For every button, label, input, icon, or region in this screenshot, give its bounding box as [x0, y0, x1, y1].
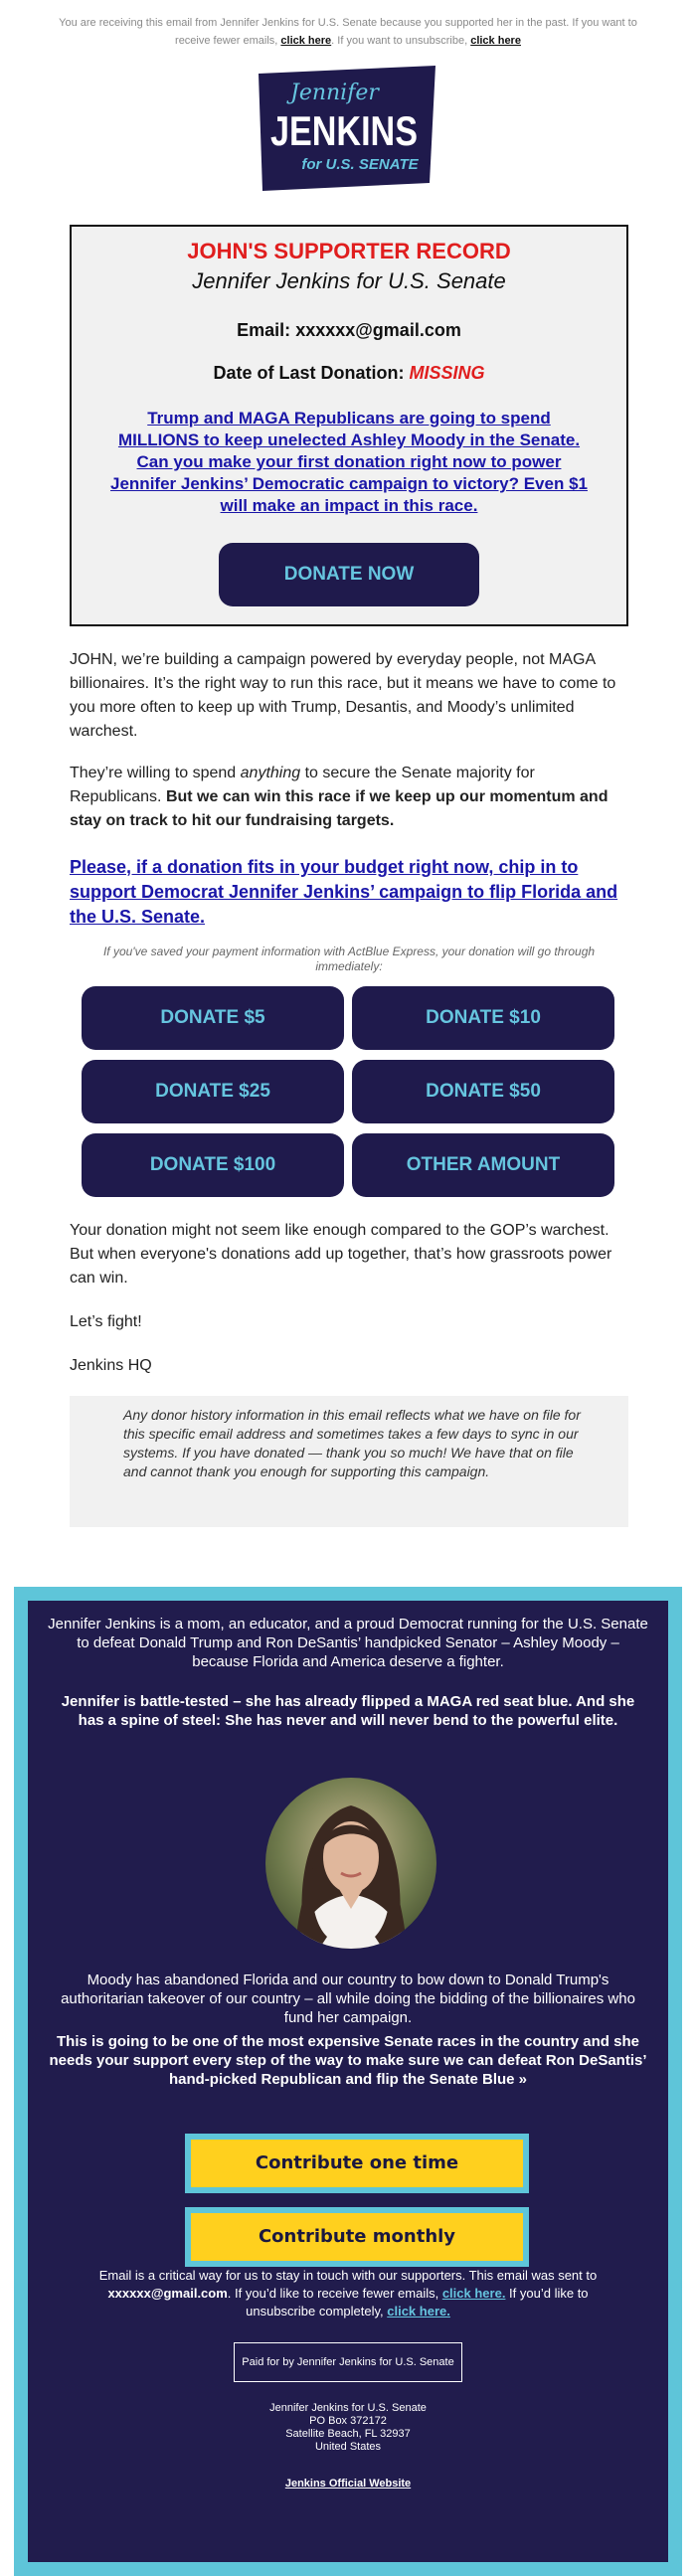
date-value: MISSING — [409, 363, 485, 383]
email-label: Email: — [237, 320, 296, 340]
support-pitch-link[interactable]: Please, if a donation fits in your budget right now, chip in to support Democrat Jennifer Jenkins’ campaign to flip Florida and the U.S. Senate. — [70, 857, 618, 927]
jenkins-logo — [257, 66, 437, 191]
address-line: Jennifer Jenkins for U.S. Senate — [269, 2402, 427, 2414]
candidate-photo — [265, 1778, 436, 1949]
preheader-text: You are receiving this email from Jennifer Jenkins for U.S. Senate because you supported her in the past. If you want to receive fewer emails, — [59, 17, 637, 47]
supporter-record-box — [70, 225, 628, 626]
actblue-note: If you've saved your payment information with ActBlue Express, your donation will go through immediately: — [102, 945, 596, 973]
official-website-link[interactable]: Jenkins Official Website — [284, 2478, 412, 2490]
donate-50-button[interactable]: DONATE $50 — [352, 1060, 614, 1123]
body-paragraph-3: Your donation might not seem like enough compared to the GOP’s warchest. But when everyone's donations add up together, that’s how grassroots power can win. — [70, 1222, 612, 1287]
p2-text: to secure the Senate majority for Republicans. — [70, 765, 535, 805]
donor-history-disclaimer — [70, 1396, 628, 1527]
notice-text: Email is a critical way for us to stay in touch with our supporters. This email was sent to — [98, 2268, 598, 2283]
address-line: Satellite Beach, FL 32937 — [285, 2428, 411, 2440]
record-pitch-link[interactable]: Trump and MAGA Republicans are going to spend MILLIONS to keep unelected Ashley Moody in the Senate. Can you make your first donation right now to power Jennifer Jenkins’ Democratic campaign to victory? Even $1 will make an impact in this race. — [110, 409, 588, 515]
footer-bio-bold: Jennifer is battle-tested – she has already flipped a MAGA red seat blue. And she has a spine of steel: She has never and will never bend to the powerful elite. — [61, 1693, 635, 1729]
footer-bio: Jennifer Jenkins is a mom, an educator, and a proud Democrat running for the U.S. Senate to defeat Donald Trump and Ron DeSantis’ handpicked Senator – Ashley Moody – because Florida and America deserve a fighter. — [48, 1616, 648, 1670]
logo-tagline: for U.S. SENATE — [301, 156, 419, 173]
body-paragraph-4: Let’s fight! — [70, 1313, 142, 1330]
record-date-row — [72, 363, 626, 384]
p2-emphasis: anything — [240, 765, 301, 781]
body-paragraph-2 — [70, 762, 628, 833]
footer-fewer-emails-link[interactable]: click here. — [441, 2286, 506, 2301]
logo-surname: JENKINS — [270, 107, 418, 154]
preheader — [55, 14, 641, 50]
email-value: xxxxxx@gmail.com — [295, 320, 461, 340]
donate-25-button[interactable]: DONATE $25 — [82, 1060, 344, 1123]
footer — [14, 1587, 682, 2576]
paid-for-box: Paid for by Jennifer Jenkins for U.S. Senate — [234, 2342, 462, 2382]
p2-text: They’re willing to spend — [70, 765, 241, 781]
preheader-text: . If you want to unsubscribe, — [331, 35, 471, 47]
donate-now-button[interactable]: DONATE NOW — [219, 543, 479, 606]
record-email-row — [72, 320, 626, 341]
footer-moody-text: Moody has abandoned Florida and our country to bow down to Donald Trump's authoritarian takeover of our country – all while doing the bidding of the billionaires who fund her campaign. — [61, 1972, 635, 2026]
notice-email: xxxxxx@gmail.com — [107, 2286, 228, 2301]
footer-panel — [28, 1601, 668, 2562]
record-title: JOHN'S SUPPORTER RECORD — [187, 239, 511, 263]
donate-10-button[interactable]: DONATE $10 — [352, 986, 614, 1050]
footer-unsubscribe-link[interactable]: click here. — [387, 2304, 450, 2318]
other-amount-button[interactable]: OTHER AMOUNT — [352, 1133, 614, 1197]
donate-5-button[interactable]: DONATE $5 — [82, 986, 344, 1050]
logo-script-name: Jennifer — [290, 81, 379, 105]
contribute-one-time-button[interactable]: Contribute one time — [185, 2134, 529, 2193]
contribute-monthly-button[interactable]: Contribute monthly — [185, 2207, 529, 2267]
address-line: United States — [314, 2441, 382, 2453]
body-paragraph-1: JOHN, we’re building a campaign powered by everyday people, not MAGA billionaires. It’s the right way to run this race, but it means we have to come to you more often to keep up with Trump, Desantis, and Moody’s unlimited warchest. — [70, 651, 616, 740]
p2-bold: But we can win this race if we keep up our momentum and stay on track to hit our fundraising targets. — [70, 788, 609, 829]
notice-text: If you’d like to unsubscribe completely, — [246, 2286, 589, 2318]
signature: Jenkins HQ — [70, 1357, 152, 1374]
address-line: PO Box 372172 — [309, 2415, 387, 2427]
date-label: Date of Last Donation: — [213, 363, 410, 383]
notice-text: . If you’d like to receive fewer emails, — [227, 2286, 442, 2301]
fewer-emails-link[interactable]: click here — [280, 35, 332, 47]
email-notice — [87, 2267, 609, 2320]
donate-100-button[interactable]: DONATE $100 — [82, 1133, 344, 1197]
record-subtitle: Jennifer Jenkins for U.S. Senate — [192, 268, 506, 293]
disclaimer-text: Any donor history information in this email reflects what we have on file for this specific email address and sometimes takes a few days to sync in our systems. If you have donated — thank you so much! We have that on file and cannot thank you enough for supporting this campaign. — [123, 1407, 581, 1479]
footer-appeal: This is going to be one of the most expensive Senate races in the country and she needs your support every step of the way to make sure we can defeat Ron DeSantis’ hand-picked Republican and flip the Senate Blue » — [49, 2033, 647, 2088]
mailing-address — [48, 2402, 648, 2454]
unsubscribe-link[interactable]: click here — [470, 35, 521, 47]
